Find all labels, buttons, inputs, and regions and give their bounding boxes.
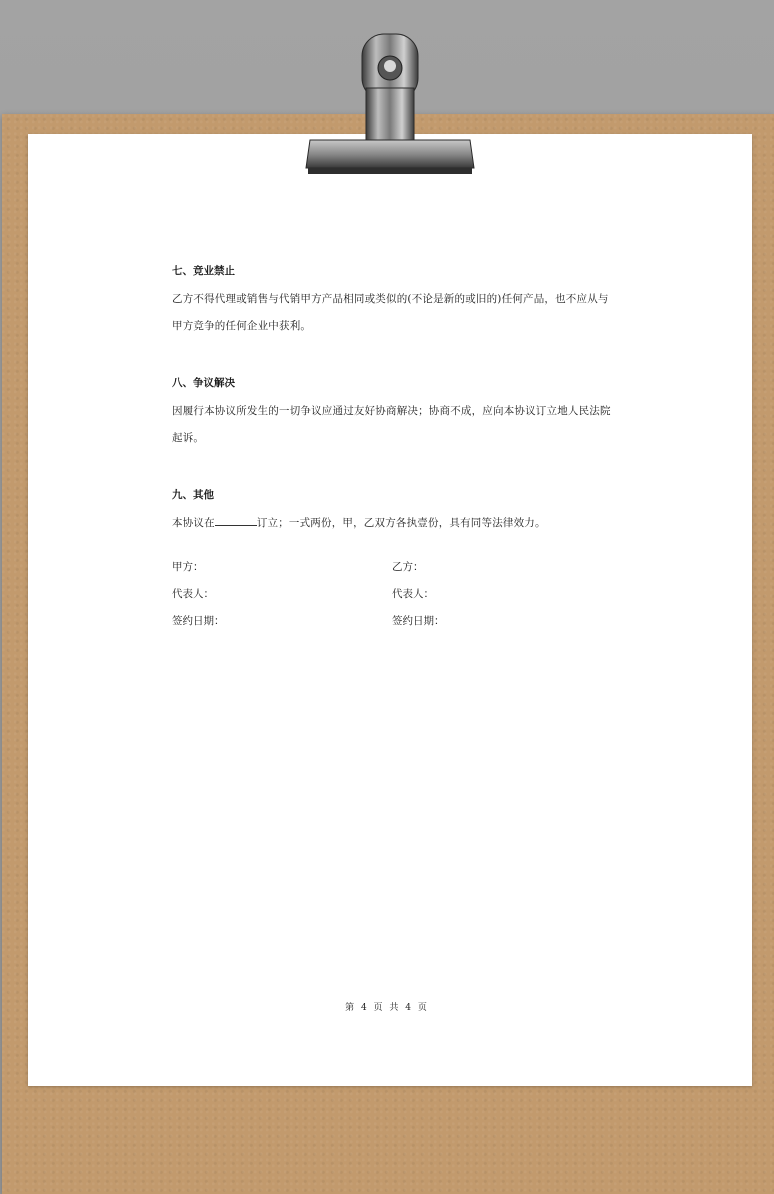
section-paragraph xyxy=(172,510,612,537)
party-b-label: 乙方： xyxy=(392,561,424,573)
section-title: 七、竞业禁止 xyxy=(172,265,235,277)
section-title: 九、其他 xyxy=(172,489,214,501)
signature-block xyxy=(172,556,612,637)
page-footer: 第 4 页 共 4 页 xyxy=(345,1003,429,1013)
signature-row xyxy=(172,610,612,637)
binder-clip-icon xyxy=(300,26,480,178)
blank-line xyxy=(215,515,257,526)
paragraph-suffix: 订立；一式两份，甲，乙双方各执壹份，具有同等法律效力。 xyxy=(256,517,546,529)
section-title: 八、争议解决 xyxy=(172,377,235,389)
section-paragraph: 因履行本协议所发生的一切争议应通过友好协商解决；协商不成，应向本协议订立地人民法院起诉。 xyxy=(172,405,611,444)
signature-row xyxy=(172,556,612,583)
representative-a-label: 代表人： xyxy=(172,588,214,600)
paragraph-prefix: 本协议在 xyxy=(172,517,215,529)
section-paragraph: 乙方不得代理或销售与代销甲方产品相同或类似的(不论是新的或旧的)任何产品，也不应从与甲方竞争的任何企业中获利。 xyxy=(172,293,609,332)
signing-date-a-label: 签约日期： xyxy=(172,615,225,627)
document-body xyxy=(172,262,612,537)
signing-date-b-label: 签约日期： xyxy=(392,615,445,627)
signature-row xyxy=(172,583,612,610)
representative-b-label: 代表人： xyxy=(392,588,434,600)
party-a-label: 甲方： xyxy=(172,561,204,573)
